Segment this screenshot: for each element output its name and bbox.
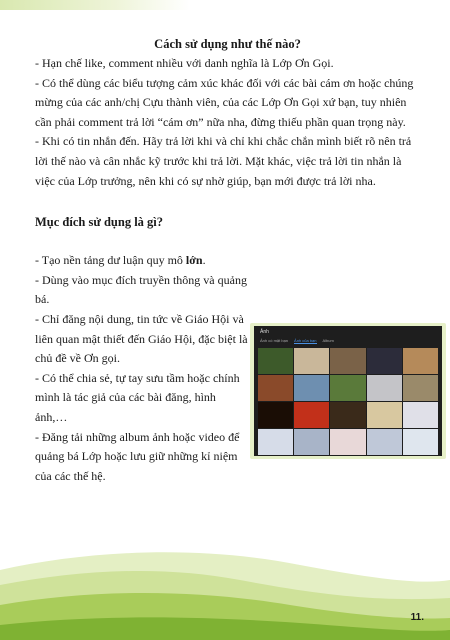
intro-list [35,54,420,191]
page-title: Cách sử dụng như thế nào? [154,37,301,51]
photo-thumbnail[interactable] [294,429,329,455]
top-decoration [0,0,190,10]
photo-tab[interactable]: Ảnh có mặt bạn [260,338,289,343]
photo-thumbnail[interactable] [403,402,438,428]
photo-thumbnail[interactable] [258,429,293,455]
footer-decoration [0,530,450,640]
photo-thumbnail[interactable] [294,402,329,428]
photo-thumbnail[interactable] [330,402,365,428]
intro-item: - Có thể dùng các biểu tượng cảm xúc khác đối với các bài cám ơn hoặc chúng mừng của các anh/chị Cựu thành viên, của các Lớp Ơn Gọi xứ bạn, tuy nhiên cần phải comment trả lời “cám ơn” nữa nha, đừng thiếu phần quan trọng này. [35,75,414,129]
photo-thumbnail[interactable] [294,348,329,374]
photo-album-screenshot [250,323,446,459]
photo-thumbnail[interactable] [258,375,293,401]
photo-thumbnail[interactable] [258,402,293,428]
purpose-item: - Dùng vào mục đích truyền thông và quảng bá. [35,272,247,307]
purpose-item: - Đăng tải những album ảnh hoặc video để quảng bá Lớp hoặc lưu giữ những kỉ niệm của các thế hệ. [35,429,240,483]
photo-thumbnail[interactable] [367,375,402,401]
photo-thumbnail[interactable] [367,348,402,374]
photo-grid [258,348,438,455]
photo-tab[interactable]: Ảnh của bạn [294,338,317,343]
purpose-list [35,251,250,486]
page-number: 11. [410,612,424,623]
photo-thumbnail[interactable] [403,429,438,455]
photo-thumbnail[interactable] [258,348,293,374]
photo-thumbnail[interactable] [330,429,365,455]
photo-thumbnail[interactable] [403,375,438,401]
intro-item: - Hạn chế like, comment nhiều với danh nghĩa là Lớp Ơn Gọi. [35,56,334,70]
photo-thumbnail[interactable] [403,348,438,374]
photo-tab[interactable]: Album [322,338,334,343]
purpose-item: - Có thể chia sẻ, tự tay sưu tầm hoặc chính mình là tác giả của các bài đăng, hình ảnh,… [35,370,240,424]
photo-thumbnail[interactable] [330,375,365,401]
purpose-item: - Chỉ đăng nội dung, tin tức về Giáo Hội và liên quan mật thiết đến Giáo Hội, đặc biệt là chủ đề về Ơn gọi. [35,311,248,366]
photo-thumbnail[interactable] [330,348,365,374]
footer-brushstroke [0,530,450,640]
photo-album-tabs [260,338,334,344]
intro-item: - Khi có tin nhắn đến. Hãy trả lời khi và chỉ khi chắc chắn mình biết rõ nên trả lời thế nào và cân nhắc kỹ trước khi trả lời. Mặt khác, việc trả lời tin nhắn là việc của Lớp trưởng, nên khi có sự nhờ giúp, bạn mới được trả lời nha. [35,134,412,188]
photo-thumbnail[interactable] [294,375,329,401]
section-title: Mục đích sử dụng là gì? [35,215,164,230]
photo-thumbnail[interactable] [367,402,402,428]
photo-thumbnail[interactable] [367,429,402,455]
photo-album-frame [254,326,442,456]
photo-album-title: Ảnh [260,329,269,335]
purpose-item: - Tạo nền tảng dư luận quy mô lớn. [35,253,206,268]
emphasis-text: lớn [185,253,203,268]
